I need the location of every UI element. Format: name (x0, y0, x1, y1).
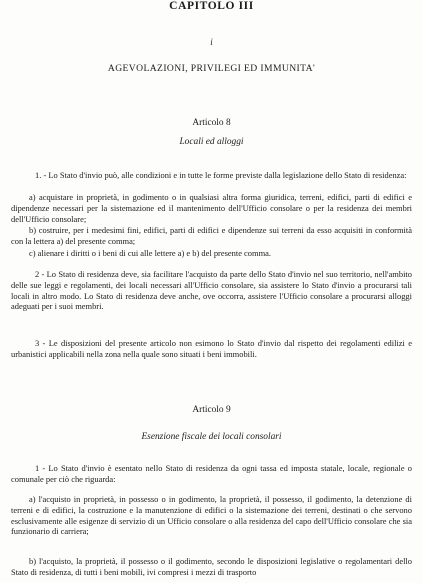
article-9-paragraph-1b: b) l'acquisto, la proprietà, il possesso o il godimento, secondo le disposizioni legislative o regolamentari dello Stato di residenza, di tutti i beni mobili, ivi compresi i mezzi di trasporto (11, 556, 412, 577)
article-9-heading: Esenzione fiscale dei locali consolari (141, 432, 282, 442)
article-8-paragraph-1: 1. - Lo Stato d'invio può, alle condizioni e in tutte le forme previste dalla legislazione dello Stato di residenza: (35, 170, 407, 180)
article-9-number: Articolo 9 (192, 405, 231, 415)
article-8-number: Articolo 8 (192, 118, 231, 128)
article-8-heading: Locali ed alloggi (179, 137, 244, 147)
article-9-paragraph-1: 1 - Lo Stato d'invio è esentato nello Stato di residenza da ogni tassa ed imposta statale, locale, regionale o comunale per ciò che riguarda: (11, 463, 412, 484)
chapter-separator-mark: i (210, 37, 213, 47)
article-8-paragraph-1b: b) costruire, per i medesimi fini, edifici, parti di edifici e dipendenze sui terreni da esso acquisiti in conformità con la lettera a) del presente comma; (11, 225, 412, 246)
chapter-title: CAPITOLO III (169, 0, 254, 12)
article-8-paragraph-2: 2 - Lo Stato di residenza deve, sia facilitare l'acquisto da parte dello Stato d'invio nel suo territorio, nell'ambito delle sue leggi e regolamenti, dei locali necessari all'Ufficio consolare, sia assistere lo Stato d'invio a procurarsi tali locali in altro modo. Lo Stato di residenza deve anche, ove occorra, assistere l'Ufficio consolare a procurarsi alloggi adeguati per i suoi membri. (11, 269, 412, 312)
article-9-paragraph-1a: a) l'acquisto in proprietà, in possesso o in godimento, la proprietà, il possesso, il godimento, la detenzione di terreni e di edifici, la costruzione e la manutenzione di edifici o la sistemazione dei terreni, destinati o che servono esclusivamente alle esigenze di servizio di un Ufficio consolare o alla residenza del capo dell'Ufficio consolare che sia funzionario di carriera; (11, 494, 412, 537)
chapter-subtitle: AGEVOLAZIONI, PRIVILEGI ED IMMUNITA' (107, 63, 316, 74)
article-8-paragraph-1a: a) acquistare in proprietà, in godimento o in qualsiasi altra forma giuridica, terreni, edifici, parti di edifici e dipendenze necessari per la sistemazione ed il mantenimento dell'Ufficio consolare o per la residenza dei membri dell'Ufficio consolare; (11, 192, 412, 224)
article-8-paragraph-3: 3 - Le disposizioni del presente articolo non esimono lo Stato d'invio dal rispetto dei regolamenti edilizi e urbanistici applicabili nella zona nella quale sono situati i beni immobili. (11, 338, 412, 359)
article-8-paragraph-1c: c) alienare i diritti o i beni di cui alle lettere a) e b) del presente comma. (29, 248, 272, 258)
